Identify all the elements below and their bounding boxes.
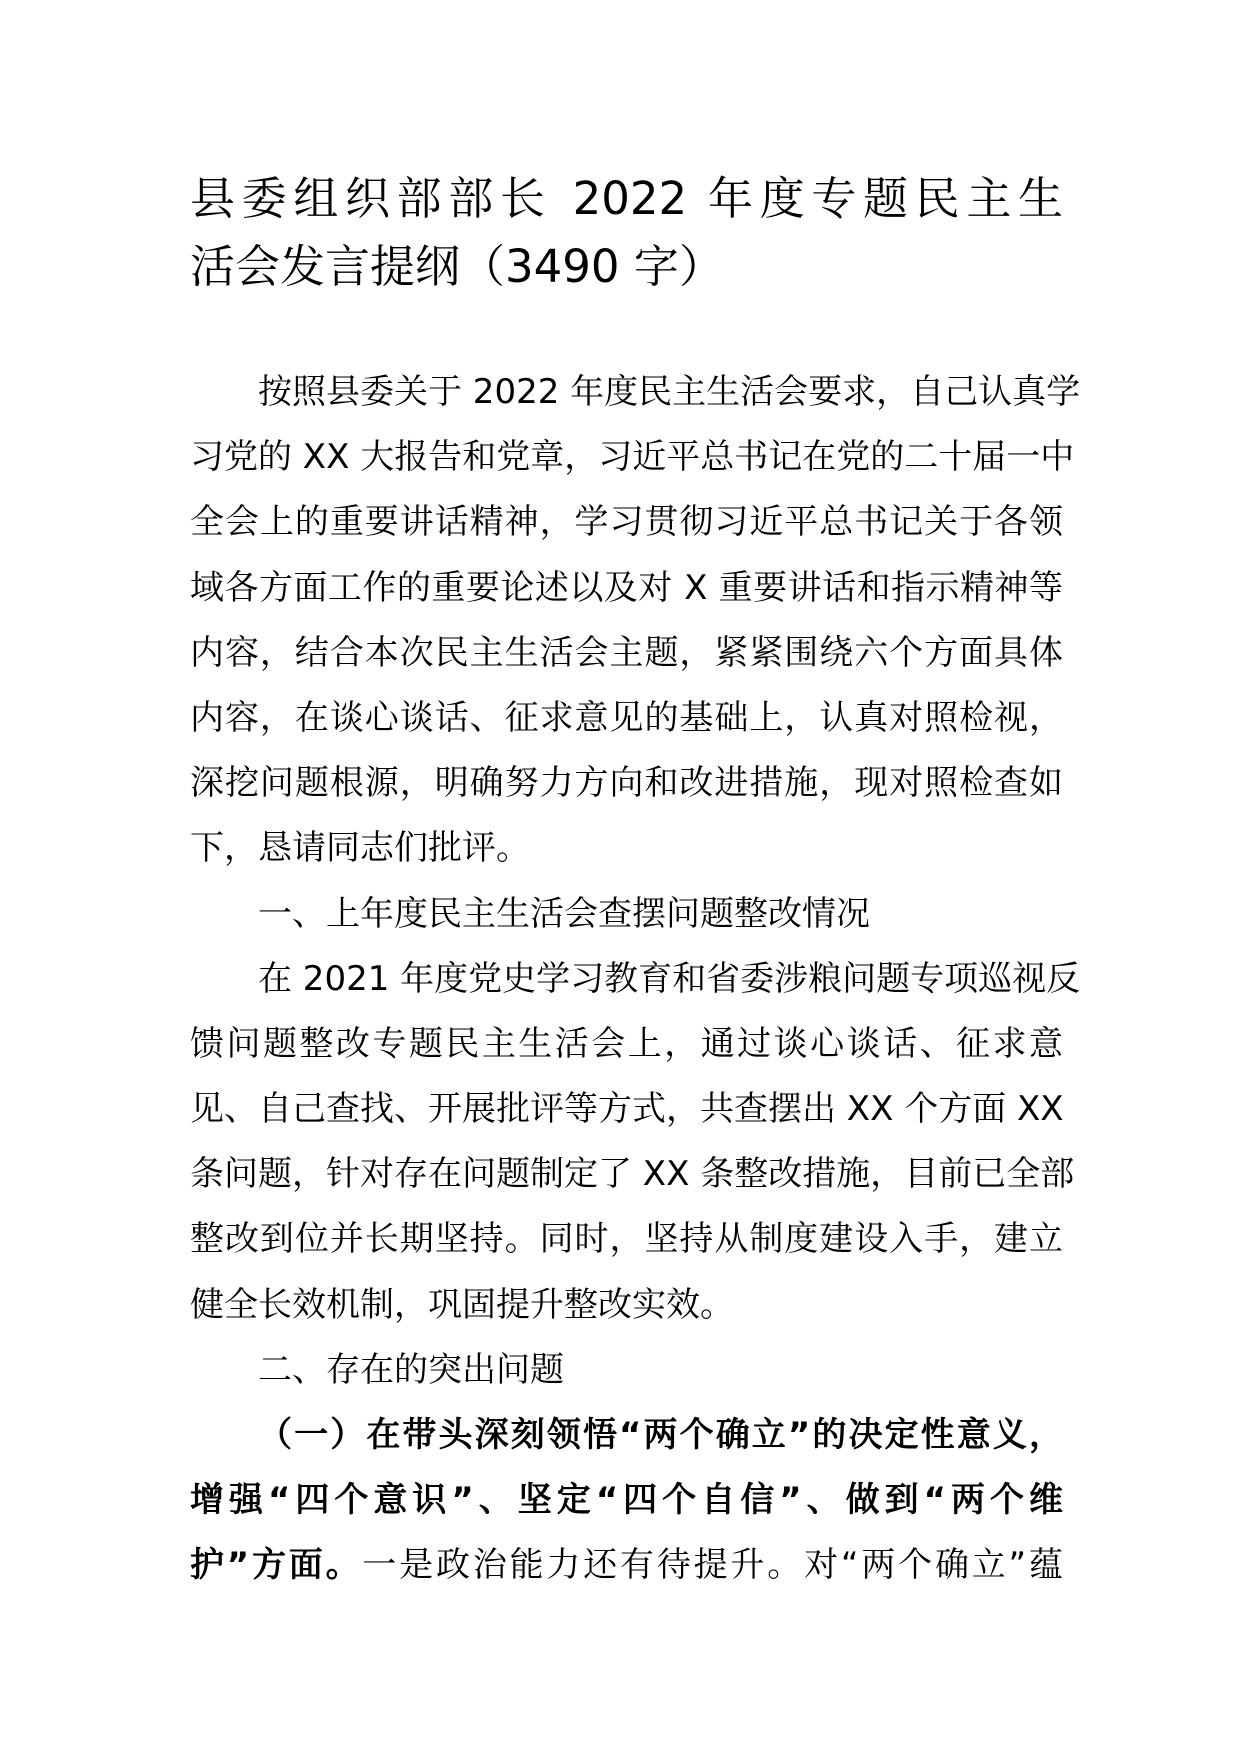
text-line <box>190 1403 1063 1468</box>
bold-heading-text: （一）在带头深刻领悟“两个确立”的决定性意义， <box>258 1415 1063 1455</box>
text-line: 全会上的重要讲话精神，学习贯彻习近平总书记关于各领 <box>190 502 1063 543</box>
text-line <box>190 1533 1063 1598</box>
section-heading-1: 一、上年度民主生活会查摆问题整改情况 <box>258 893 870 934</box>
text-line: 馈问题整改专题民主生活会上，通过谈心谈话、征求意 <box>190 1023 1063 1064</box>
intro-paragraph <box>190 360 1081 882</box>
body-text: 一是政治能力还有待提升。对“两个确立”蕴 <box>362 1545 1063 1586</box>
text-line: 内容，结合本次民主生活会主题，紧紧围绕六个方面具体 <box>190 632 1063 673</box>
text-line: 内容，在谈心谈话、征求意见的基础上，认真对照检视， <box>190 697 1063 738</box>
subsection-one-paragraph <box>190 1403 1063 1599</box>
text-line: 习党的 XX 大报告和党章，习近平总书记在党的二十届一中 <box>190 437 1075 478</box>
text-line: 见、自己查找、开展批评等方式，共查摆出 XX 个方面 XX <box>190 1089 1064 1130</box>
rectification-paragraph <box>190 947 1081 1338</box>
title-line-1: 县委组织部部长 2022 年度专题民主生 <box>190 172 1063 225</box>
text-line: 下，恳请同志们批评。 <box>190 828 530 869</box>
text-line: 深挖问题根源，明确努力方向和改进措施，现对照检查如 <box>190 763 1063 804</box>
bold-heading-text: 护”方面。 <box>190 1545 363 1586</box>
document-body <box>190 360 1081 1599</box>
title-line-2: 活会发言提纲（3490 字） <box>190 240 724 293</box>
text-line: 健全长效机制，巩固提升整改实效。 <box>190 1284 734 1325</box>
document-title <box>190 166 1063 302</box>
text-line: 按照县委关于 2022 年度民主生活会要求，自己认真学 <box>258 372 1081 412</box>
text-line: 域各方面工作的重要论述以及对 X 重要讲话和指示精神等 <box>190 567 1063 608</box>
text-line: 条问题，针对存在问题制定了 XX 条整改措施，目前已全部 <box>190 1154 1075 1195</box>
text-line: 整改到位并长期坚持。同时，坚持从制度建设入手，建立 <box>190 1219 1063 1260</box>
section-heading-2: 二、存在的突出问题 <box>258 1349 564 1390</box>
bold-heading-text: 增强“四个意识”、坚定“四个自信”、做到“两个维 <box>190 1480 1063 1521</box>
text-line: 在 2021 年度党史学习教育和省委涉粮问题专项巡视反 <box>258 958 1081 999</box>
text-line <box>190 1468 1063 1533</box>
